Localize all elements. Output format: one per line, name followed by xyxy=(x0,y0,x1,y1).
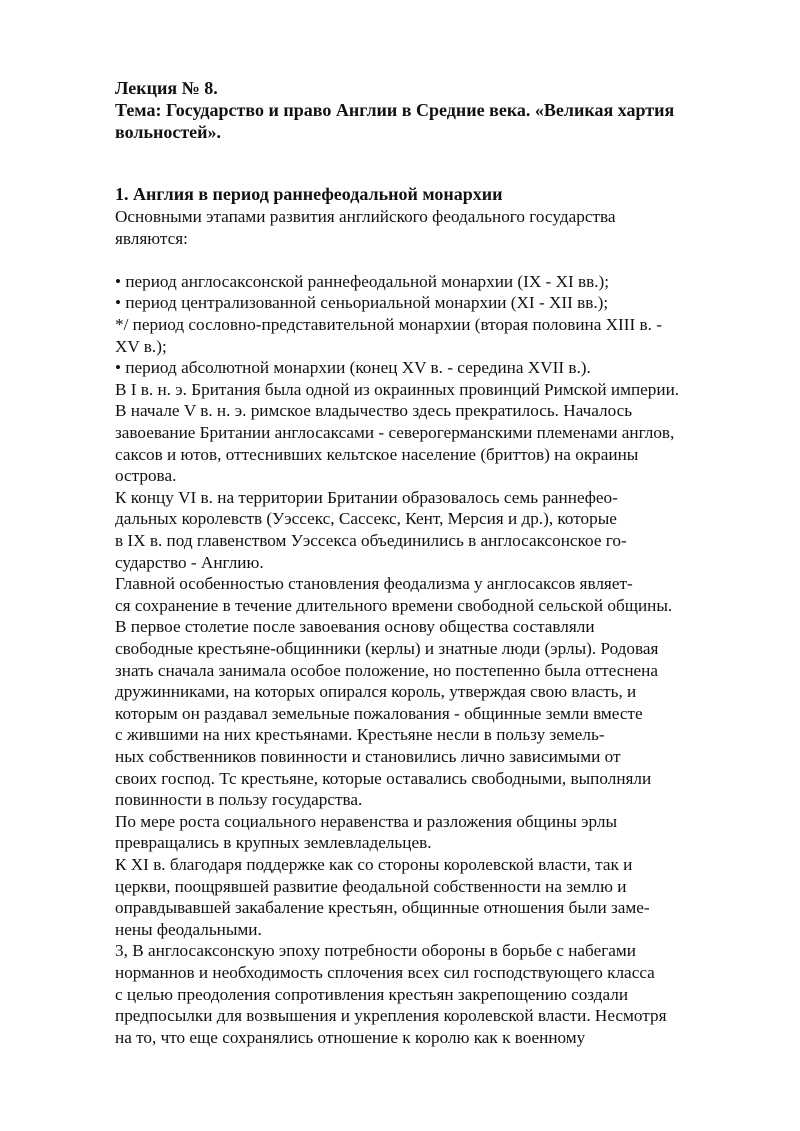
lecture-topic-line-2: вольностей». xyxy=(115,122,222,142)
text-line: • период централизованной сеньориальной монархии (XI - XII вв.); xyxy=(115,293,609,313)
text-line: своих господ. Тс крестьяне, которые оставались свободными, выполняли xyxy=(115,768,652,788)
text-line: с жившими на них крестьянами. Крестьяне несли в пользу земель- xyxy=(115,725,605,745)
text-line: предпосылки для возвышения и укрепления королевской власти. Несмотря xyxy=(115,1006,667,1026)
text-line: XV в.); xyxy=(115,336,167,356)
text-line: В начале V в. н. э. римское владычество здесь прекратилось. Началось xyxy=(115,401,633,421)
text-line: знать сначала занимала особое положение, но постепенно была оттеснена xyxy=(115,660,659,680)
text-line: В I в. н. э. Британия была одной из окраинных провинций Римской империи. xyxy=(115,379,680,399)
text-line: норманнов и необходимость сплочения всех сил господствующего класса xyxy=(115,963,655,982)
text-line: с целью преодоления сопротивления крестьян закрепощению создали xyxy=(115,984,629,1004)
text-line: ся сохранение в течение длительного времени свободной сельской общины. xyxy=(115,595,673,615)
text-line: По мере роста социального неравенства и разложения общины эрлы xyxy=(115,811,617,831)
text-line: */ период сословно-представительной монархии (вторая половина XIII в. - xyxy=(115,315,662,334)
text-line: Главной особенностью становления феодализма у англосаксов являет- xyxy=(115,574,633,594)
text-line: ных собственников повинности и становились лично зависимыми от xyxy=(115,747,621,766)
text-line: которым он раздавал земельные пожалования - общинные земли вместе xyxy=(115,703,643,723)
text-line: церкви, поощрявшей развитие феодальной собственности на землю и xyxy=(115,876,627,896)
lecture-topic-line-1: Тема: Государство и право Англии в Средние века. «Великая хартия xyxy=(115,100,675,120)
text-line: • период абсолютной монархии (конец XV в. - середина XVII в.). xyxy=(115,358,591,378)
text-line: сударство - Англию. xyxy=(115,552,264,572)
text-line: В первое столетие после завоевания основу общества составляли xyxy=(115,617,595,637)
text-line: в IX в. под главенством Уэссекса объединились в англосаксонское го- xyxy=(115,531,627,550)
text-line: повинности в пользу государства. xyxy=(115,790,363,810)
text-line: 3, В англосаксонскую эпоху потребности обороны в борьбе с набегами xyxy=(115,941,636,961)
text-line: • период англосаксонской раннефеодальной монархии (IX - XI вв.); xyxy=(115,271,610,291)
text-line: К концу VI в. на территории Британии образовалось семь раннефео- xyxy=(115,487,618,507)
text-line: превращались в крупных землевладельцев. xyxy=(115,833,432,853)
text-line: острова. xyxy=(115,466,177,486)
text-line: являются: xyxy=(115,228,188,248)
text-line: свободные крестьяне-общинники (керлы) и знатные люди (эрлы). Родовая xyxy=(115,639,659,658)
text-line: саксов и ютов, оттеснивших кельтское население (бриттов) на окраины xyxy=(115,444,639,464)
text-line: Основными этапами развития английского феодального государства xyxy=(115,207,616,226)
text-line: завоевание Британии англосаксами - северогерманскими племенами англов, xyxy=(115,423,675,442)
text-line: К XI в. благодаря поддержке как со стороны королевской власти, так и xyxy=(115,855,633,874)
text-line: оправдывавшей закабаление крестьян, общинные отношения были заме- xyxy=(115,898,650,918)
lecture-number: Лекция № 8. xyxy=(115,78,218,98)
text-line: на то, что еще сохранялись отношение к королю как к военному xyxy=(115,1027,586,1047)
text-line: дальных королевств (Уэссекс, Сассекс, Кент, Мерсия и др.), которые xyxy=(115,509,617,529)
text-line: дружинниками, на которых опирался король, утверждая свою власть, и xyxy=(115,682,637,702)
text-line: нены феодальными. xyxy=(115,919,262,939)
section-heading: 1. Англия в период раннефеодальной монархии xyxy=(115,184,503,204)
